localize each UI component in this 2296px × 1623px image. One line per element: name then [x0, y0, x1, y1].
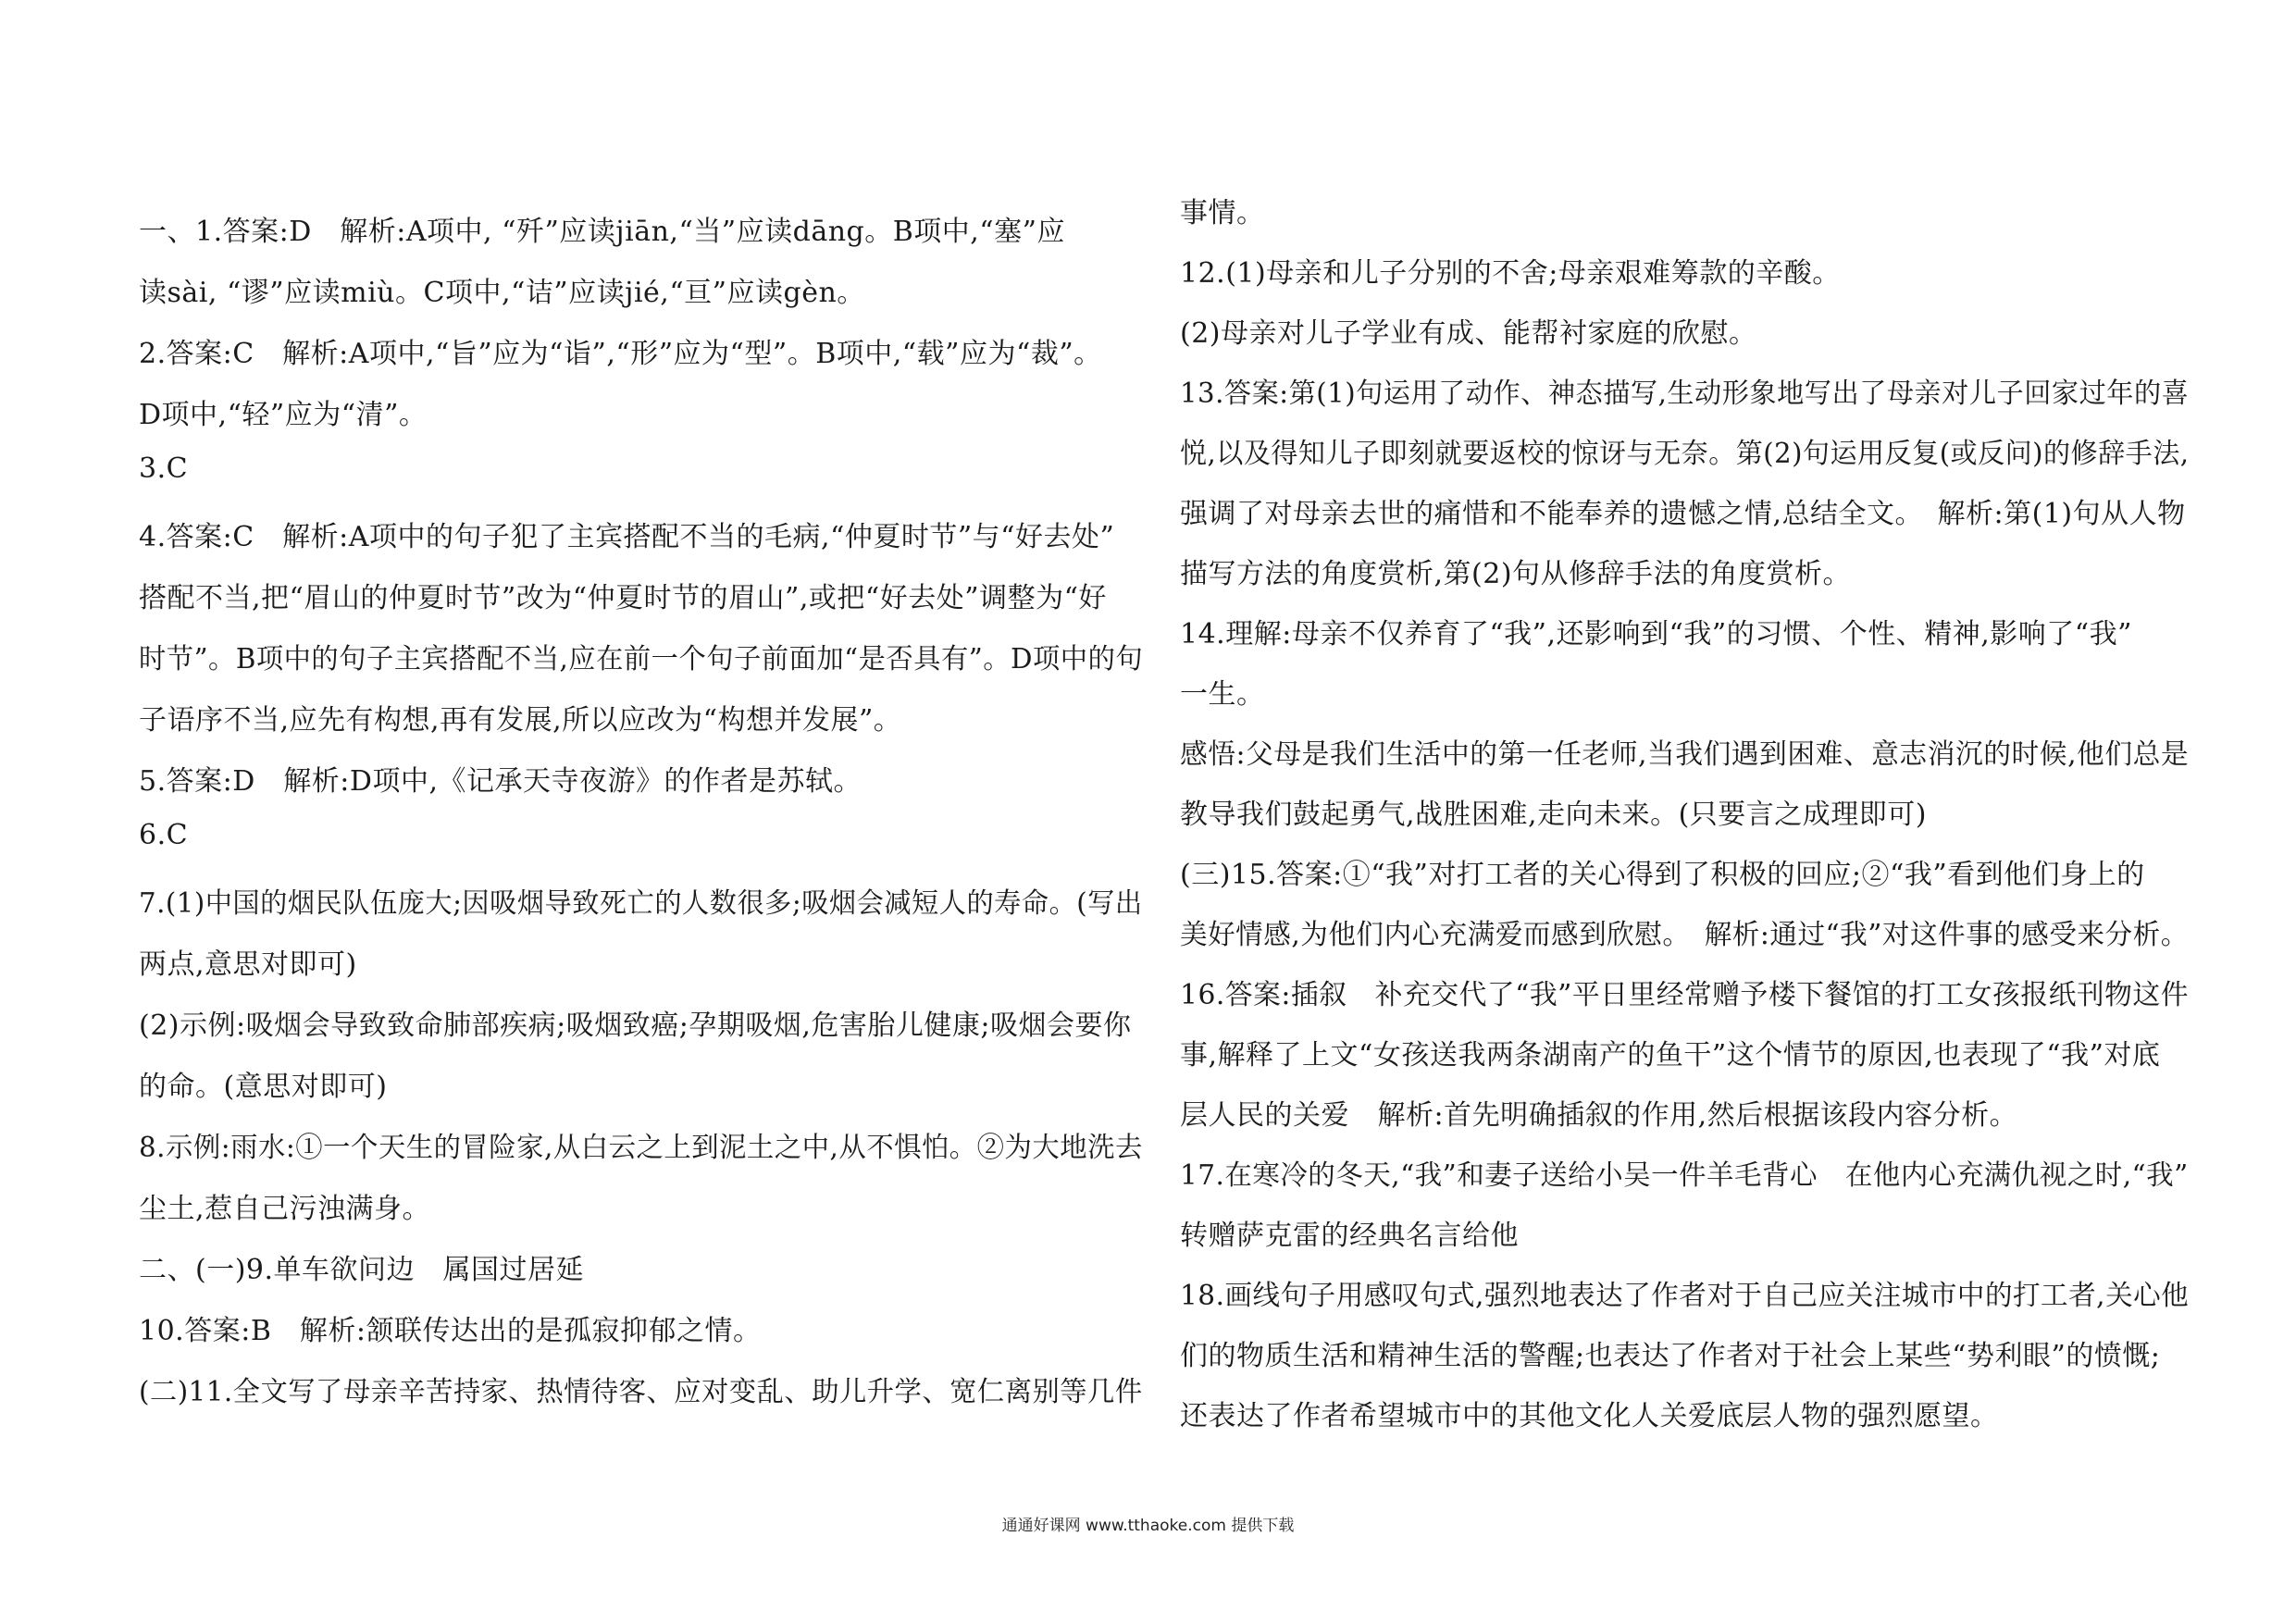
text-line: 教导我们鼓起勇气,战胜困难,走向未来。(只要言之成理即可): [1180, 799, 1927, 831]
text-line: (2)示例:吸烟会导致致命肺部疾病;吸烟致癌;孕期吸烟,危害胎儿健康;吸烟会要你: [139, 1010, 1132, 1042]
text-line: 6.C: [139, 819, 189, 851]
text-line: D项中,“轻”应为“清”。: [139, 399, 428, 431]
text-line: 强调了对母亲去世的痛惜和不能奉养的遗憾之情,总结全文。 解析:第(1)句从人物: [1180, 498, 2186, 530]
text-line: 子语序不当,应先有构想,再有发展,所以应改为“构想并发展”。: [139, 704, 902, 737]
text-line: 10.答案:B 解析:颔联传达出的是孤寂抑郁之情。: [139, 1315, 762, 1347]
text-line: 搭配不当,把“眉山的仲夏时节”改为“仲夏时节的眉山”,或把“好去处”调整为“好: [139, 582, 1107, 614]
text-line: 悦,以及得知儿子即刻就要返校的惊讶与无奈。第(2)句运用反复(或反问)的修辞手法,: [1180, 438, 2190, 470]
text-line: 描写方法的角度赏析,第(2)句从修辞手法的角度赏析。: [1180, 558, 1852, 590]
text-line: 7.(1)中国的烟民队伍庞大;因吸烟导致死亡的人数很多;吸烟会减短人的寿命。(写出: [139, 887, 1143, 920]
text-line: 14.理解:母亲不仅养育了“我”,还影响到“我”的习惯、个性、精神,影响了“我”: [1180, 618, 2132, 650]
text-line: 层人民的关爱 解析:首先明确插叙的作用,然后根据该段内容分析。: [1180, 1099, 2018, 1132]
text-line: 感悟:父母是我们生活中的第一任老师,当我们遇到困难、意志消沉的时候,他们总是: [1180, 738, 2190, 771]
text-line: 4.答案:C 解析:A项中的句子犯了主宾搭配不当的毛病,“仲夏时节”与“好去处”: [139, 521, 1115, 553]
text-line: 13.答案:第(1)句运用了动作、神态描写,生动形象地写出了母亲对儿子回家过年的喜: [1180, 378, 2190, 410]
text-line: 17.在寒冷的冬天,“我”和妻子送给小吴一件羊毛背心 在他内心充满仇视之时,“我”: [1180, 1159, 2189, 1192]
text-line: 时节”。B项中的句子主宾搭配不当,应在前一个句子前面加“是否具有”。D项中的句: [139, 643, 1144, 675]
text-line: 转赠萨克雷的经典名言给他: [1180, 1220, 1519, 1252]
text-line: 一生。: [1180, 678, 1265, 711]
text-line: 事,解释了上文“女孩送我两条湖南产的鱼干”这个情节的原因,也表现了“我”对底: [1180, 1039, 2161, 1072]
text-line: 3.C: [139, 452, 189, 485]
footer-source-note: 通通好课网 www.tthaoke.com 提供下载: [1001, 1517, 1295, 1535]
text-line: 8.示例:雨水:①一个天生的冒险家,从白云之上到泥土之中,从不惧怕。②为大地洗去: [139, 1132, 1143, 1164]
text-line: 二、(一)9.单车欲问边 属国过居延: [139, 1254, 585, 1286]
text-line: 还表达了作者希望城市中的其他文化人关爱底层人物的强烈愿望。: [1180, 1400, 1999, 1432]
text-line: 两点,意思对即可): [139, 948, 357, 981]
text-line: 2.答案:C 解析:A项中,“旨”应为“诣”,“形”应为“型”。B项中,“载”应为“裁”。: [139, 338, 1102, 370]
text-line: (三)15.答案:①“我”对打工者的关心得到了积极的回应;②“我”看到他们身上的: [1180, 859, 2145, 891]
text-line: (2)母亲对儿子学业有成、能帮衬家庭的欣慰。: [1180, 317, 1757, 350]
text-line: 16.答案:插叙 补充交代了“我”平日里经常赠予楼下餐馆的打工女孩报纸刊物这件: [1180, 979, 2189, 1011]
text-line: 12.(1)母亲和儿子分别的不舍;母亲艰难筹款的辛酸。: [1180, 257, 1841, 290]
text-line: (二)11.全文写了母亲辛苦持家、热情待客、应对变乱、助儿升学、宽仁离别等几件: [139, 1376, 1143, 1408]
text-line: 5.答案:D 解析:D项中,《记承天寺夜游》的作者是苏轼。: [139, 765, 862, 798]
text-line: 的命。(意思对即可): [139, 1071, 388, 1103]
text-line: 18.画线句子用感叹句式,强烈地表达了作者对于自己应关注城市中的打工者,关心他: [1180, 1280, 2190, 1312]
text-line: 一、1.答案:D 解析:A项中, “歼”应读jiān,“当”应读dāng。B项中,“塞”应: [139, 216, 1065, 248]
text-line: 事情。: [1180, 197, 1265, 229]
text-line: 美好情感,为他们内心充满爱而感到欣慰。 解析:通过“我”对这件事的感受来分析。: [1180, 919, 2189, 951]
text-line: 读sài, “谬”应读miù。C项中,“诘”应读jié,“亘”应读gèn。: [139, 277, 865, 309]
text-line: 们的物质生活和精神生活的警醒;也表达了作者对于社会上某些“势利眼”的愤慨;: [1180, 1340, 2161, 1372]
text-line: 尘土,惹自己污浊满身。: [139, 1193, 431, 1225]
